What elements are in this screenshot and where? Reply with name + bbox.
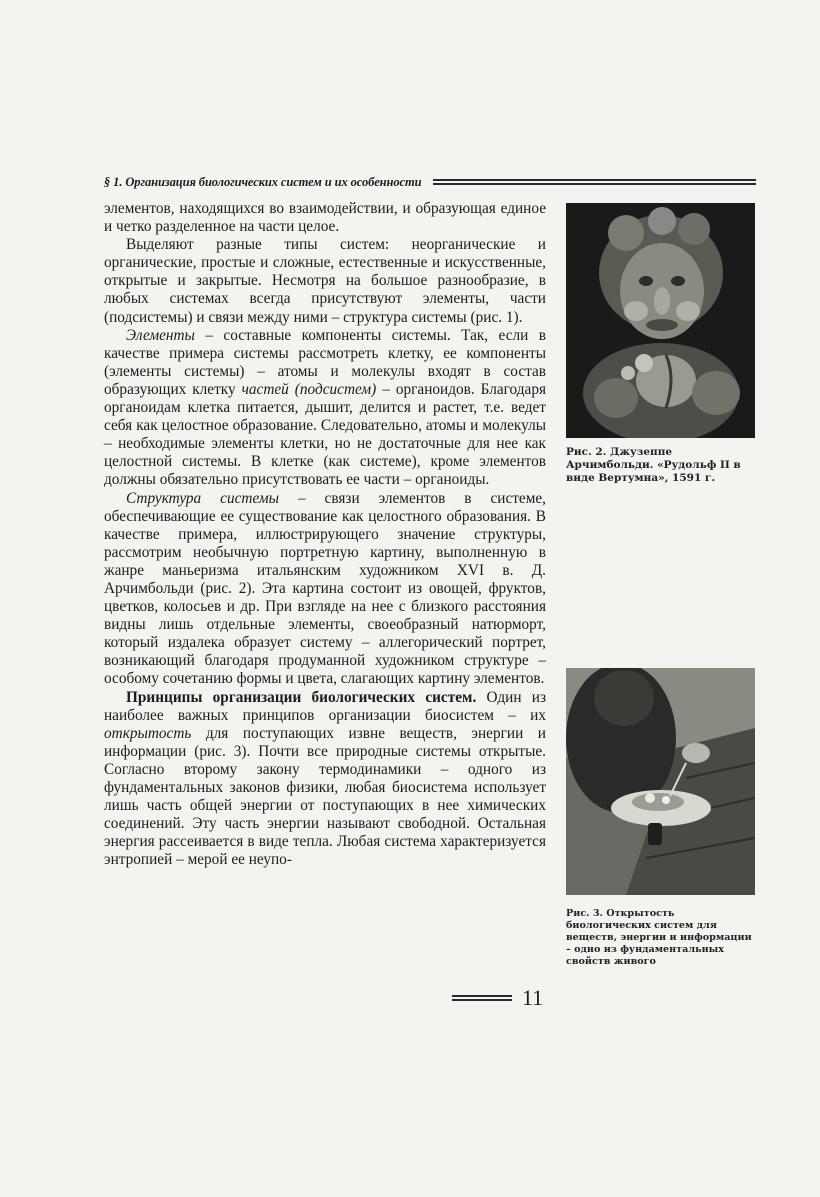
paragraph-text: Один из наиболее важных принципов организации биосистем – их xyxy=(104,688,546,724)
paragraph xyxy=(104,236,546,326)
term-structure: Структура системы xyxy=(126,489,279,507)
paragraph xyxy=(104,327,546,490)
term-openness: открытость xyxy=(104,724,192,742)
figure-2-caption: Рис. 2. Джузеппе Арчимбольди. «Рудольф II в виде Вертумна», 1591 г. xyxy=(566,446,741,484)
header-rule xyxy=(433,177,756,187)
term-parts: частей (подсистем) xyxy=(241,380,377,398)
subheading: Принципы организации биологических систем. xyxy=(126,688,477,706)
figure-2-image xyxy=(566,203,755,438)
paragraph xyxy=(104,689,546,870)
paragraph-text: – органоидов. Благодаря органоидам клетка питается, дышит, делится и растет, т.е. ведет себя как целостное образование. Следовательно, атомы и молекулы – необходимые элементы клетки, но не достаточные для нее как целостной системы. В клетке (как системе), кроме элементов должны обязательно присутствовать ее части – органоиды. xyxy=(104,380,547,489)
paragraph-text: – составные компоненты системы. Так, если в качестве примера системы рассмотреть клетку, ее компоненты (элементы системы) – атомы и молекулы входят в состав образующих клетку xyxy=(104,326,546,398)
paragraph xyxy=(104,490,546,689)
paragraph-text: – связи элементов в системе, обеспечивающие ее существование как целостного образования. В качестве примера, иллюстрирующего значение структуры, рассмотрим необычную портретную картину, выполненную в жанре маньеризма итальянским художником XVI в. Д. Арчимбольди (рис. 2). Эта картина состоит из овощей, фруктов, цветков, колосьев и др. При взгляде на нее с близкого расстояния видны лишь отдельные элементы, своеобразный натюрморт, который издалека образует систему – аллегорический портрет, возникающий благодаря продуманной художником структуре – особому сочетанию формы и цвета, слагающих картину элементов. xyxy=(104,489,546,688)
paragraph xyxy=(104,200,546,236)
term-elements: Элементы xyxy=(126,326,195,344)
paragraph-text: Выделяют разные типы систем: неорганические и органические, простые и сложные, естественные и искусственные, открытые и закрытые. Несмотря на большое разнообразие, в любых системах всегда присутствуют элементы, части (подсистемы) и связи между ними – структура системы (рис. 1). xyxy=(104,236,546,326)
page-number: 11 xyxy=(522,985,544,1010)
running-header xyxy=(104,174,756,190)
main-text-column xyxy=(104,200,546,869)
portrait-illustration xyxy=(566,203,755,438)
paragraph-text: элементов, находящихся во взаимодействии, и образующая единое и четко разделенное на части целое. xyxy=(104,200,546,236)
eating-photo-illustration xyxy=(566,668,755,895)
figure-3-image xyxy=(566,668,755,895)
section-title: § 1. Организация биологических систем и их особенности xyxy=(104,174,422,189)
figure-3-caption: Рис. 3. Открытость биологических систем для веществ, энергии и информации – одно из фундаментальных свойств живого xyxy=(566,908,752,967)
footer-rule xyxy=(452,993,512,1003)
page-footer xyxy=(452,985,543,1011)
paragraph-text: для поступающих извне веществ, энергии и информации (рис. 3). Почти все природные системы открытые. Согласно второму закону термодинамики – одного из фундаментальных законов физики, любая биосистема использует лишь часть общей энергии от поступающих в нее химических соединений. Эту часть энергии называют свободной. Остальная энергия рассеивается в виде тепла. Любая система характеризуется энтропией – мерой ее неупо- xyxy=(104,724,546,869)
